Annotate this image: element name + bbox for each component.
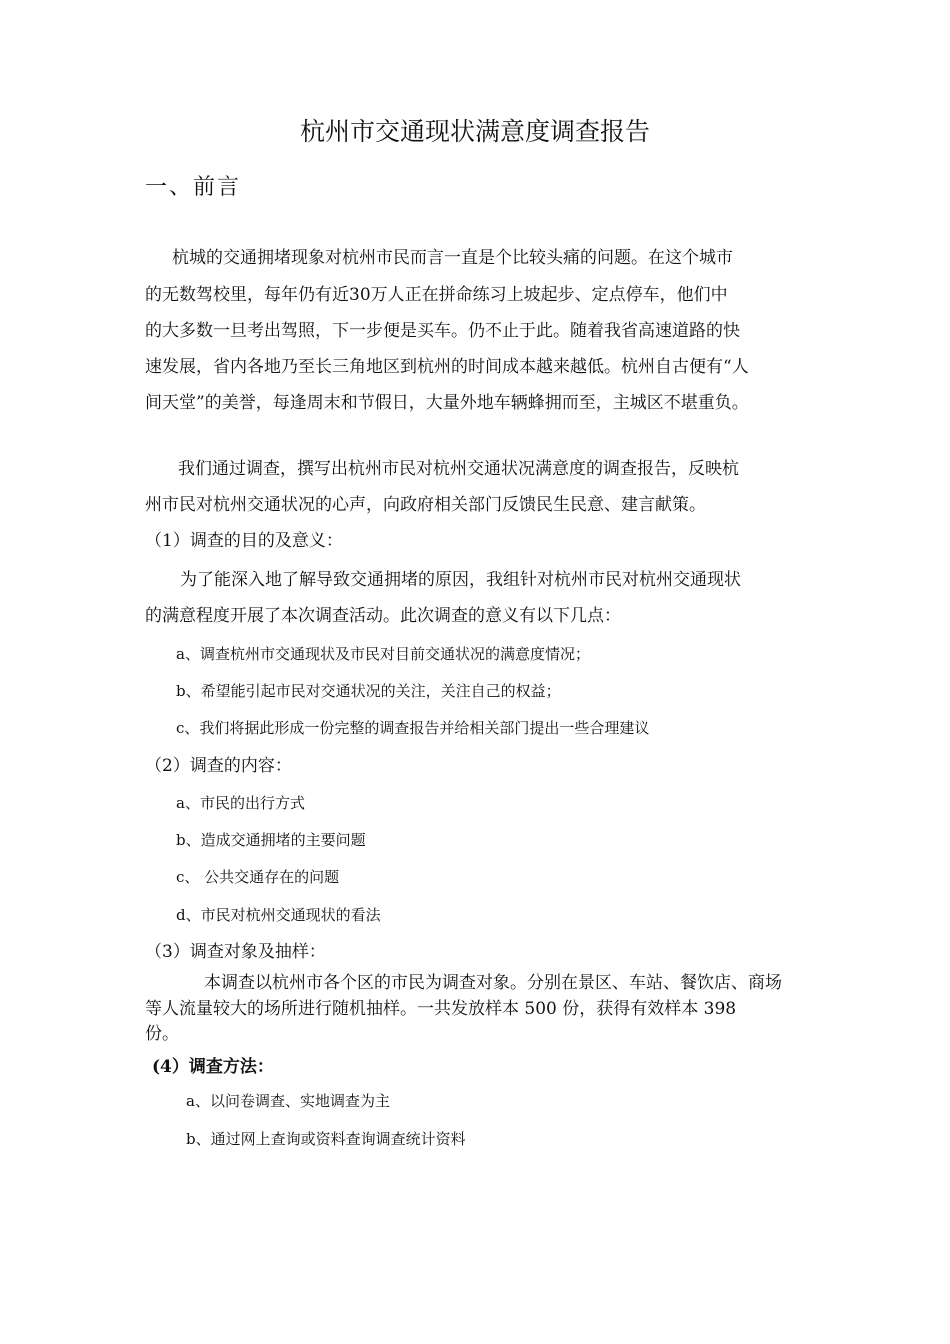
section-1-item-a: a、调查杭州市交通现状及市民对目前交通状况的满意度情况； [176, 645, 590, 663]
section-4-item-b: b、通过网上查询或资料查询调查统计资料 [186, 1130, 466, 1148]
section-2-item-a: a、市民的出行方式 [176, 794, 305, 812]
intro-line-3: 的大多数一旦考出驾照，下一步便是买车。仍不止于此。随着我省高速道路的快 [145, 321, 740, 341]
document-title: 杭州市交通现状满意度调查报告 [299, 117, 650, 146]
section-1-heading: （1）调查的目的及意义： [145, 531, 343, 551]
section-2-heading: （2）调查的内容： [145, 756, 292, 776]
section-2-item-d: d、市民对杭州交通现状的看法 [176, 906, 381, 924]
section-heading-preface: 一、前言 [145, 175, 242, 200]
section-3-heading: （3）调查对象及抽样： [145, 942, 326, 962]
intro-line-1: 杭城的交通拥堵现象对杭州市民而言一直是个比较头痛的问题。在这个城市 [172, 248, 733, 268]
section-3-line-1: 本调查以杭州市各个区的市民为调查对象。分别在景区、车站、餐饮店、商场 [204, 973, 782, 993]
section-3-line-2: 等人流量较大的场所进行随机抽样。一共发放样本 500 份，获得有效样本 398 [145, 999, 737, 1019]
purpose-line-1: 我们通过调查，撰写出杭州市民对杭州交通状况满意度的调查报告，反映杭 [178, 459, 739, 479]
section-4-item-a: a、以问卷调查、实地调查为主 [186, 1092, 390, 1110]
section-3-line-3: 份。 [145, 1024, 179, 1044]
section-1-line-1: 为了能深入地了解导致交通拥堵的原因，我组针对杭州市民对杭州交通现状 [180, 570, 741, 590]
section-1-item-c: c、我们将据此形成一份完整的调查报告并给相关部门提出一些合理建议 [176, 719, 650, 737]
intro-line-5: 间天堂”的美誉，每逢周末和节假日，大量外地车辆蜂拥而至，主城区不堪重负。 [145, 393, 749, 413]
section-1-line-2: 的满意程度开展了本次调查活动。此次调查的意义有以下几点： [145, 606, 621, 626]
purpose-line-2: 州市民对杭州交通状况的心声，向政府相关部门反馈民生民意、建言献策。 [145, 495, 706, 515]
section-1-item-b: b、希望能引起市民对交通状况的关注，关注自己的权益； [176, 682, 561, 700]
intro-line-2: 的无数驾校里，每年仍有近30万人正在拼命练习上坡起步、定点停车，他们中 [145, 285, 728, 305]
section-2-item-b: b、造成交通拥堵的主要问题 [176, 831, 366, 849]
intro-line-4: 速发展，省内各地乃至长三角地区到杭州的时间成本越来越低。杭州自古便有“人 [145, 357, 749, 377]
section-4-heading: (4）调查方法： [152, 1057, 274, 1077]
section-2-item-c: c、 公共交通存在的问题 [176, 868, 340, 886]
